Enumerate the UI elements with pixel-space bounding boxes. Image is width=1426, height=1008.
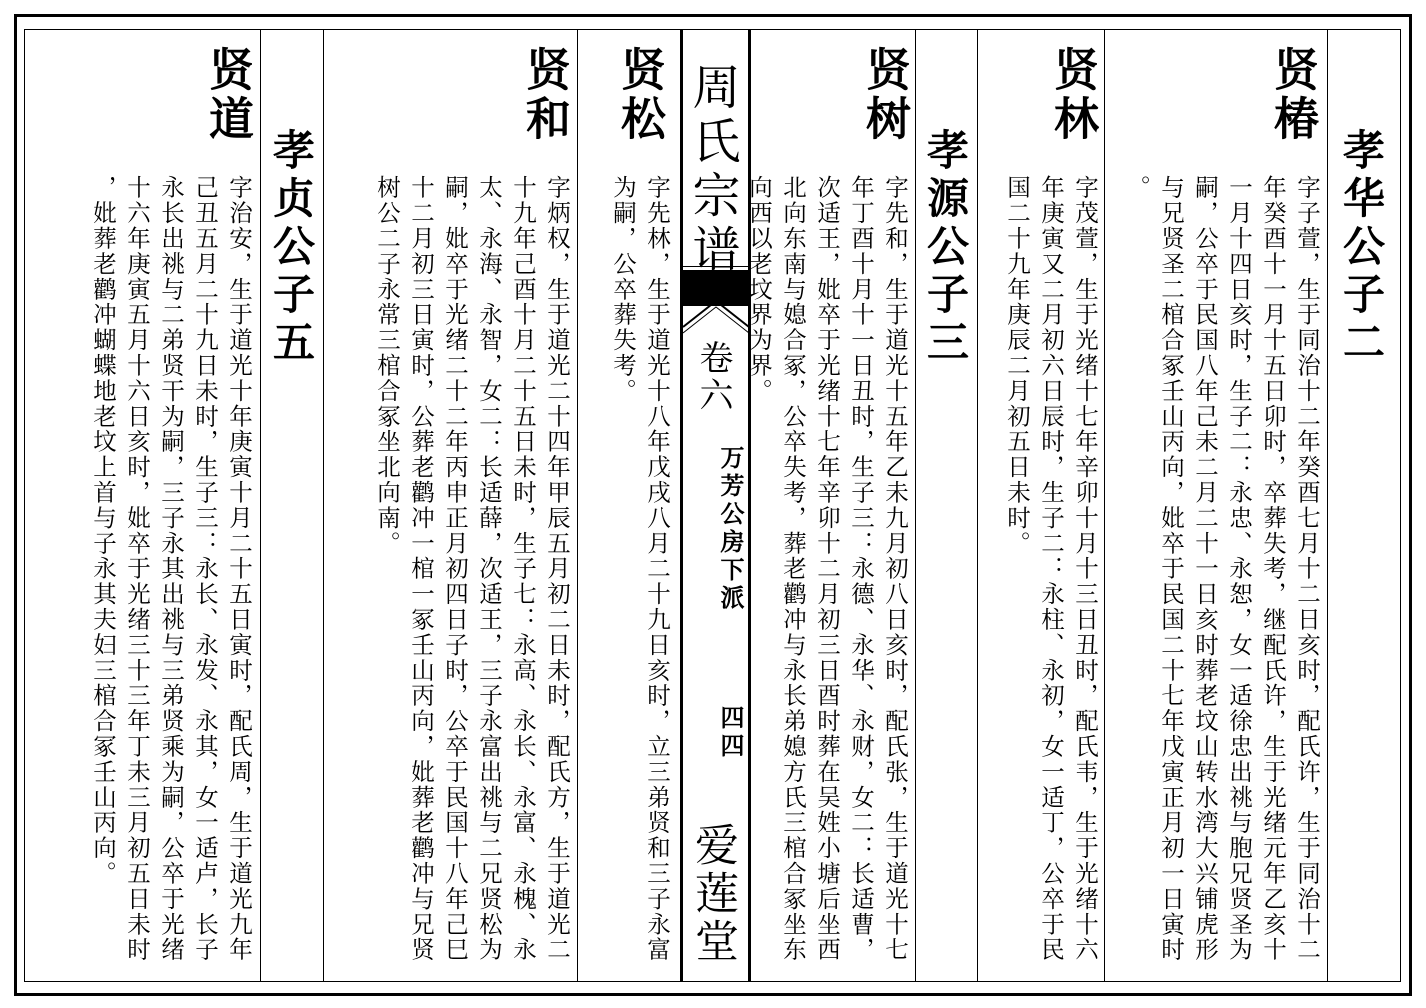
entry-text-xianlin: 字茂萱，生于光绪十七年辛卯十月十三日丑时，配氏韦，生于光绪十六年庚寅又二月初六日辰时，生子二：永柱、永初，女一适丁，公卒于民国二十九年庚辰二月初五日未时。	[1003, 175, 1099, 963]
entry-name-xianshu: 贤树	[858, 46, 911, 144]
entry-text-xianhe: 字炳权，生于道光二十四年甲辰五月初二日未时，配氏方，生于道光二十九年己酉十月二十五日未时，生子七：永高、永长、永富、永槐、永太、永海、永智，女二：长适薛，次适王，三子永富出祧与二兄贤松为嗣，妣卒于光绪二十二年丙申正月初四日子时，公卒于民国十八年己巳十二月初三日寅时，公葬老鹳冲一棺一冢壬山丙向，妣葬老鹳冲与兄贤树公二子永常三棺合冢坐北向南。	[373, 175, 571, 963]
entry-name-xianlin: 贤林	[1046, 46, 1099, 144]
column-divider	[577, 29, 578, 982]
volume-label: 卷六	[693, 340, 733, 414]
column-divider	[977, 29, 978, 982]
column-divider	[1104, 29, 1105, 982]
entry-text-xianshu: 字先和，生于道光十五年乙未九月初八日亥时，配氏张，生于道光十七年丁酉十月十一日丑时，生子三：永德、永华、永财，女二：长适曹，次适王，妣卒于光绪十七年辛卯十二月初三日酉时葬在吴姓小塘后坐西北向东南与媳合冢，公卒失考，葬老鹳冲与永长弟媳方氏三棺合冢坐东向西以老坟界为界。	[745, 175, 909, 963]
page-number: 四四	[716, 705, 745, 761]
genealogy-title: 周氏宗谱	[684, 62, 740, 278]
entry-text-xiandao: 字治安，生于道光十年庚寅十月二十五日寅时，配氏周，生于道光九年己丑五月二十九日未时，生子三：永长、永发、永其，女一适卢，长子永长出祧与二弟贤干为嗣，三子永其出祧与三弟贤乘为嗣，公卒于光绪十六年庚寅五月十六日亥时，妣卒于光绪三十三年丁未三月初五日未时，妣葬老鹳冲蝴蝶地老坟上首与子永其夫妇三棺合冢壬山丙向。	[89, 175, 253, 963]
center-divider-right	[748, 29, 751, 982]
entry-text-xiansong: 字先林，生于道光十八年戊戌八月二十九日亥时，立三弟贤和三子永富为嗣，公卒葬失考。	[609, 175, 671, 963]
column-divider	[915, 29, 916, 982]
column-divider	[260, 29, 261, 982]
fishtail-chevron	[683, 295, 749, 335]
section-heading-xiaohua: 孝华公子二	[1337, 128, 1386, 368]
section-heading-xiaoyuan: 孝源公子三	[921, 128, 970, 368]
center-divider-left	[680, 29, 683, 982]
entry-name-xianchun: 贤椿	[1266, 46, 1319, 144]
section-heading-xiaozhen: 孝贞公子五	[267, 128, 316, 368]
entry-name-xianhe: 贤和	[518, 46, 571, 144]
hall-name: 爱莲堂	[687, 822, 738, 966]
entry-text-xianchun: 字子萱，生于同治十二年癸酉七月十二日亥时，配氏许，生于同治十二年癸酉十一月十五日卯时，卒葬失考，继配氏许，生于光绪元年乙亥十一月十四日亥时，生子二：永忠、永恕，女一适徐忠出祧与胞兄贤圣为嗣，公卒于民国八年己未二月二十一日亥时葬老坟山转水湾大兴铺虎形与兄贤圣二棺合冢壬山丙向，妣卒于民国二十七年戊寅正月初一日寅时。	[1123, 175, 1321, 963]
column-divider	[1327, 29, 1328, 982]
column-divider	[323, 29, 324, 982]
entry-name-xiansong: 贤松	[613, 46, 666, 144]
entry-name-xiandao: 贤道	[201, 46, 254, 144]
branch-label: 万芳公房下派	[716, 445, 745, 613]
